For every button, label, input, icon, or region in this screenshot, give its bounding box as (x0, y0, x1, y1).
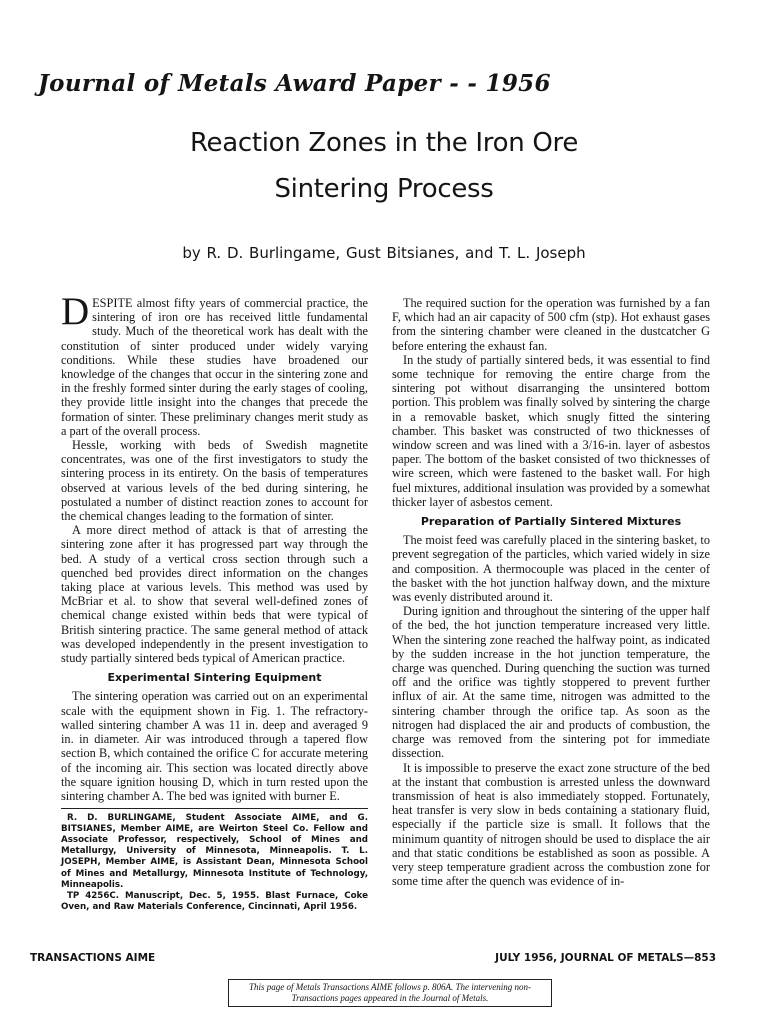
equipment-paragraph: The sintering operation was carried out on an experimental scale with the equipment shown in Fig. 1. The refractory-walled sintering chamber A was 11 in. deep and averaged 9 in. in diameter. Air was introduced through a tapered flow section B, which contained the orifice C for accurate metering of the incoming air. This section was located directly above the square ignition housing D, which in turn rested upon the sintering chamber A. The bed was ignited with burner E. (61, 689, 368, 803)
intro-paragraph-2: Hessle, working with beds of Swedish magnetite concentrates, was one of the first investigators to study the sintering process in its entirety. On the basis of temperatures observed at various levels of the bed during sintering, he postulated a number of distinct reaction zones to account for the chemical changes leading to the formation of sinter. (61, 438, 368, 524)
article-title-line-1: Reaction Zones in the Iron Ore (189, 128, 579, 158)
author-footnote (61, 808, 368, 913)
footer-page-info: JULY 1956, JOURNAL OF METALS—853 (495, 952, 716, 964)
transactions-notice-box: This page of Metals Transactions AIME follows p. 806A. The intervening non-Transactions pages appeared in the Journal of Metals. (228, 979, 552, 1007)
author-byline: by R. D. Burlingame, Gust Bitsianes, and T. L. Joseph (182, 244, 586, 262)
right-paragraph-5: It is impossible to preserve the exact zone structure of the bed at the instant that combustion is arrested unless the downward transmission of heat is also immediately stopped. Fortunately, heat transfer is very slow in beds containing a stationary fluid, especially if the particle size is small. It follows that the minimum quantity of nitrogen should be used to displace the air and that static conditions be established as soon as possible. A very steep temperature gradient across the combustion zone for some time after the quench was evidence of in- (392, 760, 710, 889)
left-column (61, 290, 368, 913)
right-paragraph-4: During ignition and throughout the sintering of the upper half of the bed, the hot junction temperature increased very little. When the sintering zone reached the halfway point, as indicated by the sudden increase in the hot junction temperature, the charge was quenched. During quenching the suction was turned off and the orifice was tightly stoppered to prevent further influx of air. At the same time, nitrogen was admitted to the sintering chamber through the orifice tap. As soon as the nitrogen had displaced the air and products of combustion, the charge was removed from the sintering pot for immediate dissection. (392, 604, 710, 761)
footnote-manuscript: TP 4256C. Manuscript, Dec. 5, 1955. Blast Furnace, Coke Oven, and Raw Materials Conference, Cincinnati, April 1956. (61, 890, 368, 912)
section-heading-equipment: Experimental Sintering Equipment (107, 671, 322, 685)
footnote-affiliations: R. D. BURLINGAME, Student Associate AIME, and G. BITSIANES, Member AIME, are Weirton Steel Co. Fellow and Associate Professor, respectively, School of Mines and Metallurgy, University of Minnesota, Minneapolis. T. L. JOSEPH, Member AIME, is Assistant Dean, Minnesota School of Mines and Metallurgy, Minnesota Institute of Technology, Minneapolis. (61, 813, 368, 890)
intro-paragraph-1-text: ESPITE almost fifty years of commercial practice, the sintering of iron ore has received little fundamental study. Much of the theoretical work has dealt with the constitution of sinter produced under widely varying conditions. While these studies have broadened our knowledge of the changes that occur in the sintering zone and in the freshly formed sinter during the early stages of cooling, they provide little insight into the changes that precede the formation of sinter. These preliminary changes merit study as a part of the overall process. (61, 296, 368, 438)
right-paragraph-1: The required suction for the operation was furnished by a fan F, which had an air capacity of 500 cfm (stp). Hot exhaust gases from the sintering chamber were cleaned in the dustcatcher G before entering the exhaust fan. (392, 296, 710, 353)
footer-publication: TRANSACTIONS AIME (30, 952, 156, 964)
right-paragraph-3: The moist feed was carefully placed in the sintering basket, to prevent segregation of the particles, which varied widely in size and composition. A thermocouple was placed in the center of the basket with the hot junction halfway down, and the mixture was evenly distributed around it. (392, 533, 710, 605)
intro-paragraph-3: A more direct method of attack is that of arresting the sintering zone after it has progressed part way through the bed. A study of a vertical cross section through such a quenched bed provides direct information on the changes taking place at various levels. This method was used by McBriar et al. to show that several well-defined zones of chemical change existed within beds that were typical of British sintering practice. The same general method of attack was developed independently in the present investigation to study partially sintered beds typical of American practice. (61, 523, 368, 666)
section-heading-preparation: Preparation of Partially Sintered Mixtures (420, 515, 682, 529)
right-paragraph-2: In the study of partially sintered beds, it was essential to find some technique for removing the entire charge from the sintering pot without disarranging the unsintered bottom portion. This problem was finally solved by sintering the charge in a removable basket, which snugly fitted the sintering chamber. This basket was constructed of two thicknesses of window screen and was lined with a 3/16-in. layer of asbestos paper. The bottom of the basket consisted of two thicknesses of wire screen, which were fastened to the basket wall. For high fuel mixtures, additional insulation was provided by a somewhat thicker layer of asbestos cement. (392, 352, 710, 509)
article-title-line-2: Sintering Process (274, 174, 494, 204)
journal-header: Journal of Metals Award Paper - - 1956 (38, 70, 551, 97)
drop-cap: D (61, 290, 90, 333)
intro-paragraph-1 (61, 290, 368, 438)
right-column (392, 296, 710, 888)
